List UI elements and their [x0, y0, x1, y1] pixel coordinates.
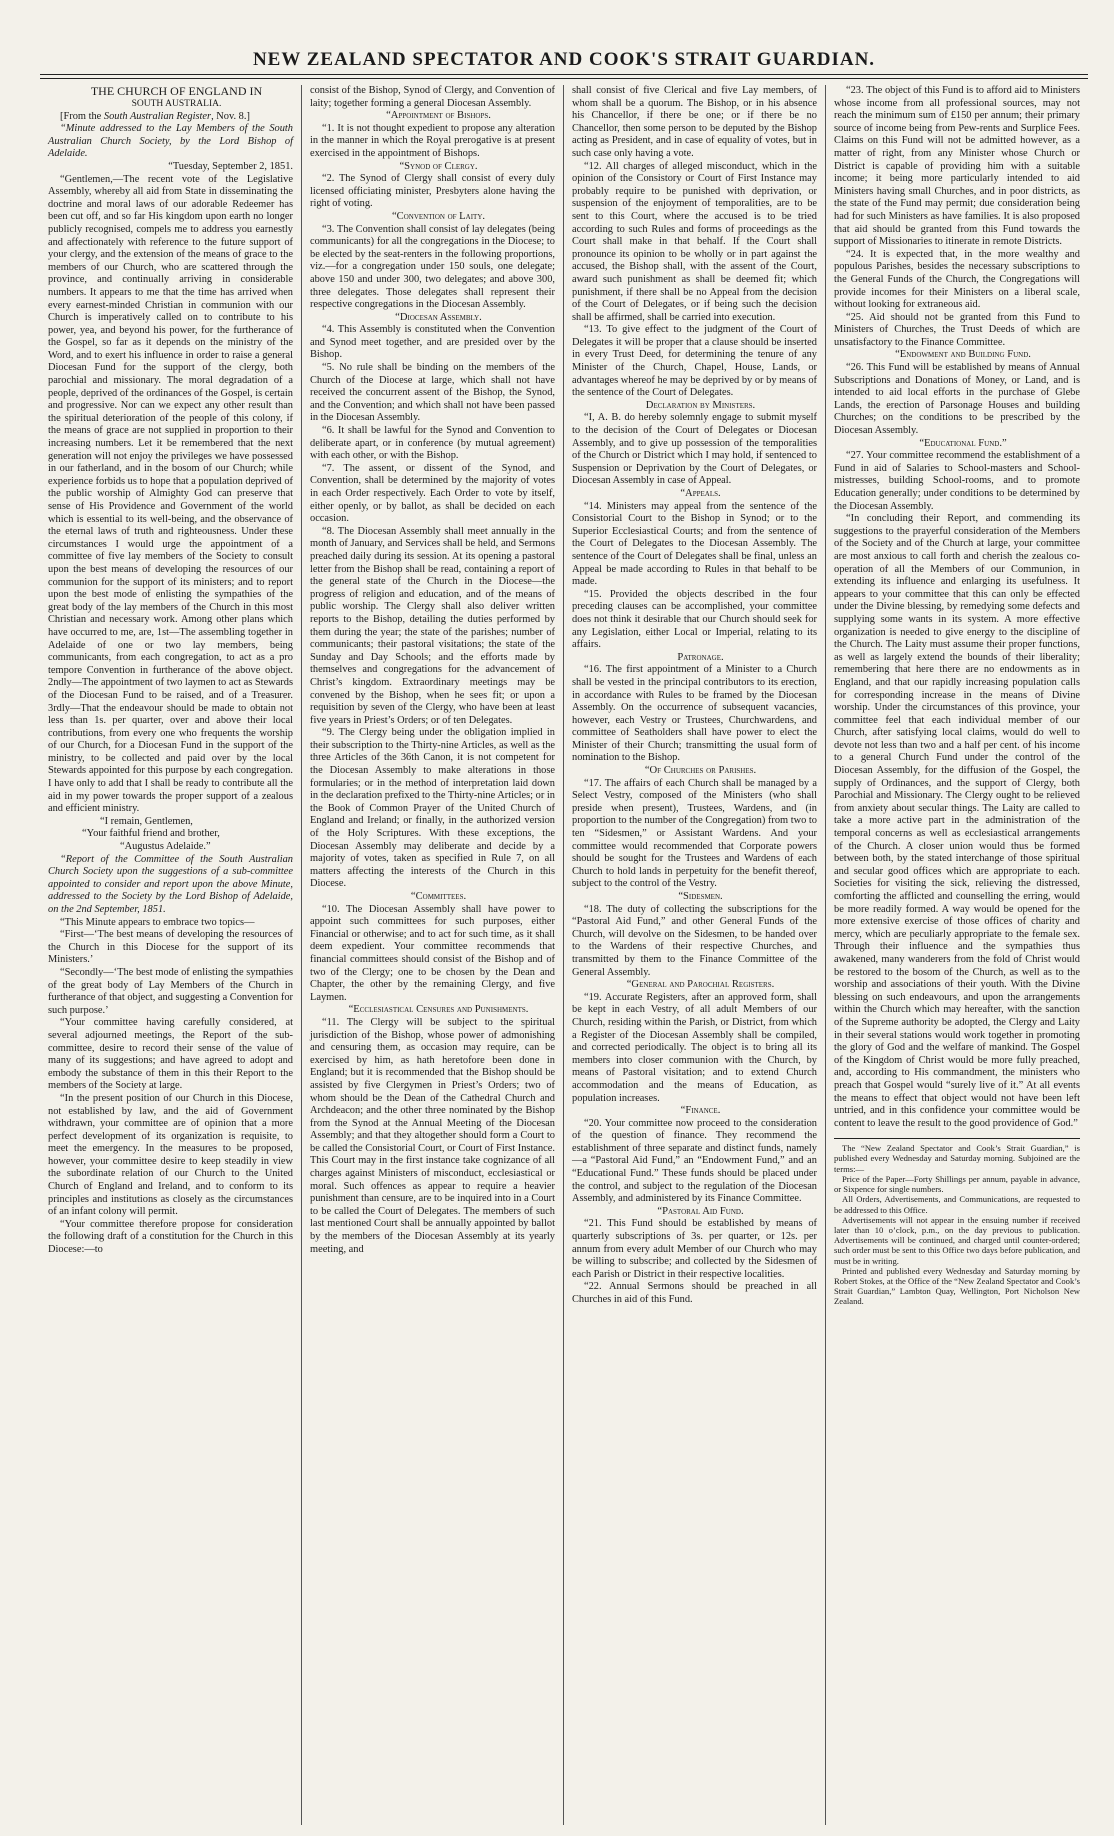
notice-line: All Orders, Advertisements, and Communications, are requested to be addressed to this Office. — [834, 1194, 1080, 1215]
masthead-rule — [40, 75, 1088, 79]
paragraph: “5. No rule shall be binding on the members of the Church of the Diocese at large, which shall not have received the concurrent assent of the Bishop, the Synod, and the Convention; and which shall not have been passed in the Diocesan Assembly. — [310, 362, 555, 424]
section-heading: “Synod of Clergy. — [399, 160, 478, 172]
paragraph: shall consist of five Clerical and five Lay members, of whom shall be a quorum. The Bishop, or in his absence his Chancellor, if there be one; or if there be no Chancellor, then some person to be deputed by the Bishop acting as President, and in case of equality of votes, but in such case only having a vote. — [572, 85, 817, 159]
column-4 — [826, 85, 1088, 1825]
paragraph: consist of the Bishop, Synod of Clergy, and Convention of laity; together forming a general Diocesan Assembly. — [310, 85, 555, 109]
column-3 — [564, 85, 826, 1825]
paragraph: “I, A. B. do hereby solemnly engage to submit myself to the decision of the Court of Delegates or Diocesan Assembly, and to give up possession of the temporalities of the Church or District which I may hold, if sentenced to Suspension or Deprivation by the Court of Delegates, or Diocesan Assembly in case of Appeal. — [572, 412, 817, 487]
source-suffix: , Nov. 8.] — [211, 110, 250, 122]
paragraph: “First—‘The best means of developing the resources of the Church in this Diocese for the support of its Ministers.’ — [48, 929, 293, 966]
section-heading: “Sidesmen. — [678, 891, 723, 902]
paragraph: “19. Accurate Registers, after an approved form, shall be kept in each Vestry, of all adult Members of our Church, residing within the Parish, or District, from which a Register of the Diocesan Assembly shall be compiled, and corrected periodically. The object is to bring all its members into closer communion with the Church, by means of Pastoral visitation; and to extend Church accommodation and the means of Education, as population increases. — [572, 991, 817, 1104]
paragraph: “3. The Convention shall consist of lay delegates (being communicants) for all the congregations in the Diocese; to be elected by the seat-renters in the following proportions, viz.—for a congregation under 150 souls, one delegate; above 150 and under 300, two delegates; and above 300, three delegates. Those delegates shall represent their respective congregations in the Diocesan Assembly. — [310, 223, 555, 311]
paragraph: “Your faithful friend and brother, — [82, 828, 220, 840]
section-heading: “Ecclesiastical Censures and Punishments. — [348, 1004, 529, 1016]
section-heading: “Pastoral Aid Fund. — [657, 1205, 744, 1217]
paragraph: “8. The Diocesan Assembly shall meet annually in the month of January, and Services shall be held, and Sermons preached daily during its session. At its opening a pastoral letter from the Bishop shall be read, containing a report of the general state of the Church in the Diocese—the progress of religion and education, and of the means of public worship. The Clergy shall also deliver written reports to the Bishop, detailing the duties performed by them during the year; the state of the parishes; number of communicants; their pastoral visitations; the state of the Sunday and Day Schools; and the efforts made by themselves and congregations for the advancement of Christ’s kingdom. Extraordinary meetings may be convened by the Bishop, when he sees fit; or upon a requisition by seven of the Clergy, who have been at least five years in Priest’s Orders; or of ten Delegates. — [310, 525, 555, 726]
notice-line: The “New Zealand Spectator and Cook’s Strait Guardian,” is published every Wednesday and Saturday morning. Subjoined are the terms:— — [834, 1143, 1080, 1174]
column-2-body — [310, 85, 555, 1256]
paragraph: “Gentlemen,—The recent vote of the Legislative Assembly, whereby all aid from State in disseminating the doctrine and moral laws of our adorable Redeemer has been cut off, and so far His kingdom upon earth no longer publicly recognised, compels me to address you earnestly and affectionately with reference to the future support of your clergy, and the extension of the means of grace to the members of our Church, who are scattered through the province, and continually arriving in considerable numbers. It appears to me that the time has arrived when every earnest-minded Christian in communion with our Church is imperatively called on to contribute to his power, yea, and beyond his power, for the furtherance of the Gospel, so far as it depends on the ministry of the Word, and to exert his influence in order to raise a general Diocesan Fund for the support of the clergy, both parochial and missionary. The moral degradation of a people, deprived of the ordinances of the Gospel, is certain and progressive. Nor can we expect any other result than the spiritual deterioration of the people of this colony, if the means of grace are not supplied in proportion to their increasing numbers. Let it be remembered that the next generation will not enjoy the privileges we have possessed in our fatherland, and in the bosom of our Church; while experience forbids us to hope that a population deprived of the public worship of Almighty God can preserve that sense of His Providence and Government of the world which is essential to its well-being, and the observance of the eternal laws of truth and righteousness. Under these circumstances I would urge the appointment of a committee of five lay members of the Society to consult upon the best means of developing the resources of our communion for the support of its ministers; and to report upon the best mode of enlisting the sympathies of the great body of the lay members of the Church in this most Christian and necessary work. Among other plans which have occurred to me, are, 1st—The assembling together in Adelaide of one or two lay members, being communicants, from each congregation, to act as a pro tempore Convention in furtherance of the above object. 2ndly—The appointment of two laymen to act as Stewards of the Diocesan Fund to be raised, and of a Treasurer. 3rdly—That the endeavour should be made to obtain not less than 1s. per quarter, over and above their local contributions, from every one who frequents the worship of our Church, for a Diocesan Fund in the support of the ministry, to be collected and paid over by the local Stewards appointed for this purpose by each congregation. I have only to add that I shall be ready to contribute all the aid in my power towards the proper support of a zealous and efficient ministry. — [48, 173, 293, 815]
source-publication: South Australian Register — [103, 110, 212, 122]
article-headline: THE CHURCH OF ENGLAND IN — [90, 85, 263, 98]
paragraph: “18. The duty of collecting the subscriptions for the “Pastoral Aid Fund,” and other General Funds of the Church, will devolve on the Sidesmen, to be handed over to the Wardens of their respective Churches, and transmitted by them to the Finance Committee of the General Assembly. — [572, 903, 817, 978]
paragraph: “6. It shall be lawful for the Synod and Convention to deliberate apart, or in conference (by mutual agreement) with each other, or with the Bishop. — [310, 425, 555, 462]
paragraph: “26. This Fund will be established by means of Annual Subscriptions and Donations of Money, or Land, and is intended to aid local efforts in the purchase of Glebe Lands, the erection of Parsonage Houses and building Churches; on the conditions to be prescribed by the Diocesan Assembly. — [834, 362, 1080, 437]
section-heading: “Diocesan Assembly. — [395, 311, 482, 323]
section-heading: “General and Parochial Registers. — [626, 979, 775, 991]
paragraph: “17. The affairs of each Church shall be managed by a Select Vestry, composed of the Ministers (who shall preside when present), Trustees, Wardens, and (in proportion to the number of the Congregation) from two to ten “Sidesmen,” or Assistant Wardens. And your committee would recommended that Corporate powers should be sought for the Trustees and Wardens of each Church to hold lands in perpetuity for the benefit thereof, subject to the control of the Vestry. — [572, 777, 817, 890]
paragraph: “14. Ministers may appeal from the sentence of the Consistorial Court to the Bishop in Synod; or to the Superior Ecclesiastical Courts; and from the sentence of the Court of Delegates to the Diocesan Assembly. The sentence of the Court of Delegates shall be final, unless an Appeal be made according to Rules in that behalf to be made. — [572, 500, 817, 588]
section-heading: “Finance. — [680, 1105, 721, 1117]
paragraph: “7. The assent, or dissent of the Synod, and Convention, shall be determined by the majority of votes in each Order respectively. Each Order to vote by itself, either openly, or by ballot, as shall be decided on each occasion. — [310, 462, 555, 525]
paragraph: “Your committee having carefully considered, at several adjourned meetings, the Report of the sub-committee, desire to record their sense of the value of many of its suggestions; and have agreed to adopt and embody the substance of them in this their Report to the members of the Society at large. — [48, 1017, 293, 1092]
section-heading: “Appeals. — [680, 488, 721, 499]
paragraph: “9. The Clergy being under the obligation implied in their subscription to the Thirty-nine Articles, as well as the three Articles of the 36th Canon, it is not competent for the Diocesan Assembly to make alterations in those formularies; or in the method of interpretation laid down in the declaration prefixed to the Thirty-nine Articles; or in the Book of Common Prayer of the United Church of England and Ireland; or finally, in the authorized version of the Holy Scriptures. With these exceptions, the Diocesan Assembly may deliberate and decide by a majority of votes, taken as specified in Rule 7, on all matters affecting the interests of the Church in this Diocese. — [310, 727, 555, 890]
paragraph: “Your committee therefore propose for consideration the following draft of a constitution for the Church in this Diocese:—to — [48, 1218, 293, 1256]
paragraph: “1. It is not thought expedient to propose any alteration in the manner in which the Royal prerogative is at present exercised in the appointment of Bishops. — [310, 122, 555, 159]
paragraph: “Tuesday, September 2, 1851. — [168, 160, 293, 172]
paragraph: “23. The object of this Fund is to afford aid to Ministers whose income from all professional sources, may not reach the minimum sum of £150 per annum; their primary source of income being from Pew-rents and Surplice Fees. Claims on this Fund will not be admitted however, as a matter of right, from any Minister whose Church or District is capable of providing him with a suitable income; it being more particularly intended to aid Ministers having small Churches, and in poor districts, as the state of the Fund may permit; due consideration being had for such Ministers as have families. It is also proposed that aid should be granted from this Fund towards the support of Missionaries to itinerate in remote Districts. — [834, 85, 1080, 248]
source-prefix: [From the — [60, 110, 104, 122]
article-subheadline: SOUTH AUSTRALIA. — [131, 99, 222, 109]
publisher-notice — [834, 1138, 1080, 1306]
section-heading: “Educational Fund.” — [919, 437, 1007, 449]
paragraph: “2. The Synod of Clergy shall consist of every duly licensed officiating minister, Presbyters alone having the right of voting. — [310, 173, 555, 210]
paragraph: “This Minute appears to embrace two topics— — [60, 916, 255, 928]
paragraph: “12. All charges of alleged misconduct, which in the opinion of the Consistory or Court of First Instance may probably require to be punished with deprivation, or suspension of the enjoyment of temporalities, are to be sent to this Court, where the accused is to be tried according to such Rules and forms of proceedings as the Court shall make in that behalf. If the Court shall pronounce its opinion to be wholly or in part against the accused, the Bishop shall, with the assent of the Court, award such punishment as shall be deemed fit; which punishment, if there shall be no Appeal from the decision of the Court of Delegates, or if being such the decision shall be affirmed, shall be carried into execution. — [572, 160, 817, 323]
column-1-body — [48, 123, 293, 1256]
column-1 — [40, 85, 302, 1825]
section-heading: Declaration by Ministers. — [645, 399, 756, 411]
paragraph: “16. The first appointment of a Minister to a Church shall be vested in the principal contributors to its erection, in accordance with Rules to be framed by the Diocesan Assembly. On the occurrence of subsequent vacancies, however, each Vestry or Trustees, Churchwardens, and committee of Seatholders shall have power to elect the Minister of their Church; transmitting the usual form of nomination to the Bishop. — [572, 664, 817, 764]
paragraph: “27. Your committee recommend the establishment of a Fund in aid of Salaries to School-masters and School-mistresses, building School-rooms, and to promote Education generally; under conditions to be determined by the Diocesan Assembly. — [834, 450, 1080, 512]
article-source — [48, 111, 293, 124]
paragraph: “In the present position of our Church in this Diocese, not established by law, and the aid of Government withdrawn, your committee are of opinion that a more perfect development of its organization is requisite, to meet the emergency. In the measures to be proposed, however, your committee desire to keep steadily in view the subordinate relation of our Church to the United Church of England and Ireland, and to conform to its principles and institutions as closely as the circumstances of an infant colony will permit. — [48, 1092, 293, 1218]
columns — [40, 85, 1088, 1825]
paragraph: “10. The Diocesan Assembly shall have power to appoint such committees for such purposes, either Financial or otherwise; and to act for such time, as it shall deem expedient. Your committee recommends that financial committees should consist of the Bishop and of two of the Clergy; one to be chosen by the Dean and Chapter, the other by the remaining Clergy, and five Laymen. — [310, 903, 555, 1003]
masthead: NEW ZEALAND SPECTATOR AND COOK'S STRAIT GUARDIAN. — [40, 0, 1088, 75]
paragraph: “4. This Assembly is constituted when the Convention and Synod meet together, and are presided over by the Bishop. — [310, 324, 555, 361]
paragraph: “Augustus Adelaide.” — [120, 841, 211, 853]
section-heading: “Of Churches or Parishes. — [644, 765, 757, 777]
section-heading: “Convention of Laity. — [391, 210, 486, 222]
paragraph: “13. To give effect to the judgment of the Court of Delegates it will be proper that a clause should be inserted in every Trust Deed, for determining the tenure of any Minister of the Church, Chapel, House, Lands, or advantages whereof he may be deprived by or by means of the sentence of the Court of Delegates. — [572, 324, 817, 399]
notice-line: Advertisements will not appear in the ensuing number if received later than 10 o’clock, p.m., on the day previous to publication. Advertisements will be continued, and charged until counter-ordered; such order must be sent to this Office two days before publication, and must be in writing. — [834, 1214, 1080, 1266]
paragraph: “20. Your committee now proceed to the consideration of the question of finance. They recommend the establishment of three separate and distinct funds, namely—a “Pastoral Aid Fund,” an “Endowment Fund,” and an “Educational Fund.” These funds should be placed under the control, and subject to the regulation of the Diocesan Assembly, and administered by its Finance Committee. — [572, 1117, 817, 1205]
section-heading: “Endowment and Building Fund. — [895, 349, 1031, 361]
paragraph: “Secondly—‘The best mode of enlisting the sympathies of the great body of Lay Members of the Church in furtherance of that object, and suggesting a Convention for such purpose.’ — [48, 966, 293, 1016]
notice-line: Price of the Paper—Forty Shillings per annum, payable in advance, or Sixpence for single numbers. — [834, 1173, 1080, 1195]
section-heading: “Appointment of Bishops. — [386, 110, 491, 122]
paragraph: “22. Annual Sermons should be preached in all Churches in aid of this Fund. — [572, 1281, 817, 1305]
section-heading: Patronage. — [677, 651, 724, 663]
column-4-body — [834, 85, 1080, 1130]
paragraph: “21. This Fund should be established by means of quarterly subscriptions of 3s. per quarter, or 12s. per annum from every adult Member of our Church who may be willing to subscribe; and collected by the Sidesmen of each Parish or District in their respective localities. — [572, 1218, 817, 1280]
paragraph: “Minute addressed to the Lay Members of the South Australian Church Society, by the Lord Bishop of Adelaide. — [48, 123, 293, 160]
paragraph: “Report of the Committee of the South Australian Church Society upon the suggestions of a sub-committee appointed to consider and report upon the above Minute, addressed to the Society by the Lord Bishop of Adelaide, on the 2nd September, 1851. — [48, 853, 293, 915]
column-3-body — [572, 85, 817, 1307]
column-2 — [302, 85, 564, 1825]
paragraph: “24. It is expected that, in the more wealthy and populous Parishes, besides the necessary subscriptions to the General Funds of the Church, the Congregations will provide incomes for their Ministers on a liberal scale, without looking for extraneous aid. — [834, 248, 1080, 311]
section-heading: “Committees. — [410, 891, 467, 902]
paragraph: “11. The Clergy will be subject to the spiritual jurisdiction of the Bishop, whose power of admonishing and censuring them, as occasion may require, can be exercised by him, as hath heretofore been done in England; but it is recommended that the Bishop should be assisted by five Clergymen in Priest’s Orders; two of whom should be the Dean of the Cathedral Church and Archdeacon; and the other three nominated by the Bishop from the Synod at the Annual Meeting of the Diocesan Assembly; and that they altogether should form a Court to be called the Consistorial Court, or Court of First Instance. This Court may in the first instance take cognizance of all charges against Ministers of misconduct, ecclesiastical or moral. Such offences as appear to require a heavier punishment than censure, are to be inquired into in a Court to be called the Court of Delegates. The members of such last mentioned Court shall be annually appointed by ballot by the members of the Diocesan Assembly at its yearly meeting, and — [310, 1016, 555, 1255]
paragraph: “In concluding their Report, and commending its suggestions to the prayerful consideration of the Members of the Society and of the Church at large, your committee are most anxious to call forth and cherish the zealous co-operation of all the Members of our Communion, in extending its influence and enlarging its usefulness. It appears to your committee that this can only be effected under the Divine blessing, by remedying some defects and supplying some wants in its system. A more effective organization is needed to give energy to the discipline of the Church. The Laity must assume their proper functions, as well as largely extend the bounds of their liberality; remembering that here there are no endowments as in England, and that our rapidly increasing population calls for corresponding increase in the means of Divine worship. Under the circumstances of this province, your committee feel that each individual member of our Church, after satisfying local claims, would do well to devote not less than two and a half per cent. of his income to a general Church Fund under the control of the Diocesan Assembly, for the diffusion of the Gospel, the supply of Ordinances, and the support of Clergy, both Parochial and Missionary. The Clergy ought to be relieved from anxiety about secular things. The Laity are called to take a more active part in the administration of the temporal concerns as well as ecclesiastical arrangements of the Church. A closer union would thus be formed between both, by the stated interchange of those spiritual and secular good offices which are appropriate to each. Societies for visiting the sick, relieving the distressed, comforting the afflicted and counselling the erring, would be more readily formed. A way would be opened for the more extensive exercise of those offices of charity and mercy, which are peculiarly appropriate to the female sex. Through their influence and the sympathies thus awakened, many wanderers from the fold of Christ would be restored to the bosom of the Church, as well as to the worship and associations of their youth. With the Divine blessing on such endeavours, and upon the arrangements within the Church which may hereafter, with the sanction of the Supreme authority be adopted, the Clergy and Laity in their several stations would work together in promoting the glory of God and the welfare of mankind. The Gospel of the Kingdom of Christ would be more fully preached, and, according to His commandment, the ministers who preach that Gospel would “surely live of it.” At all events the means to effect that object would not have been left untried, and in this confidence your committee would be content to leave the result to the good providence of God.” — [834, 513, 1080, 1129]
paragraph: “15. Provided the objects described in the four preceding clauses can be accomplished, your committee does not think it desirable that our Church should seek for any Legislation, either Local or Imperial, relating to its affairs. — [572, 588, 817, 651]
paragraph: “25. Aid should not be granted from this Fund to Ministers of Churches, the Trust Deeds of which are unsatisfactory to the Finance Committee. — [834, 311, 1080, 348]
notice-line: Printed and published every Wednesday and Saturday morning by Robert Stokes, at the Office of the “New Zealand Spectator and Cook’s Strait Guardian,” Lambton Quay, Wellington, Port Nicholson New Zealand. — [834, 1265, 1080, 1307]
paragraph: “I remain, Gentlemen, — [100, 815, 193, 827]
